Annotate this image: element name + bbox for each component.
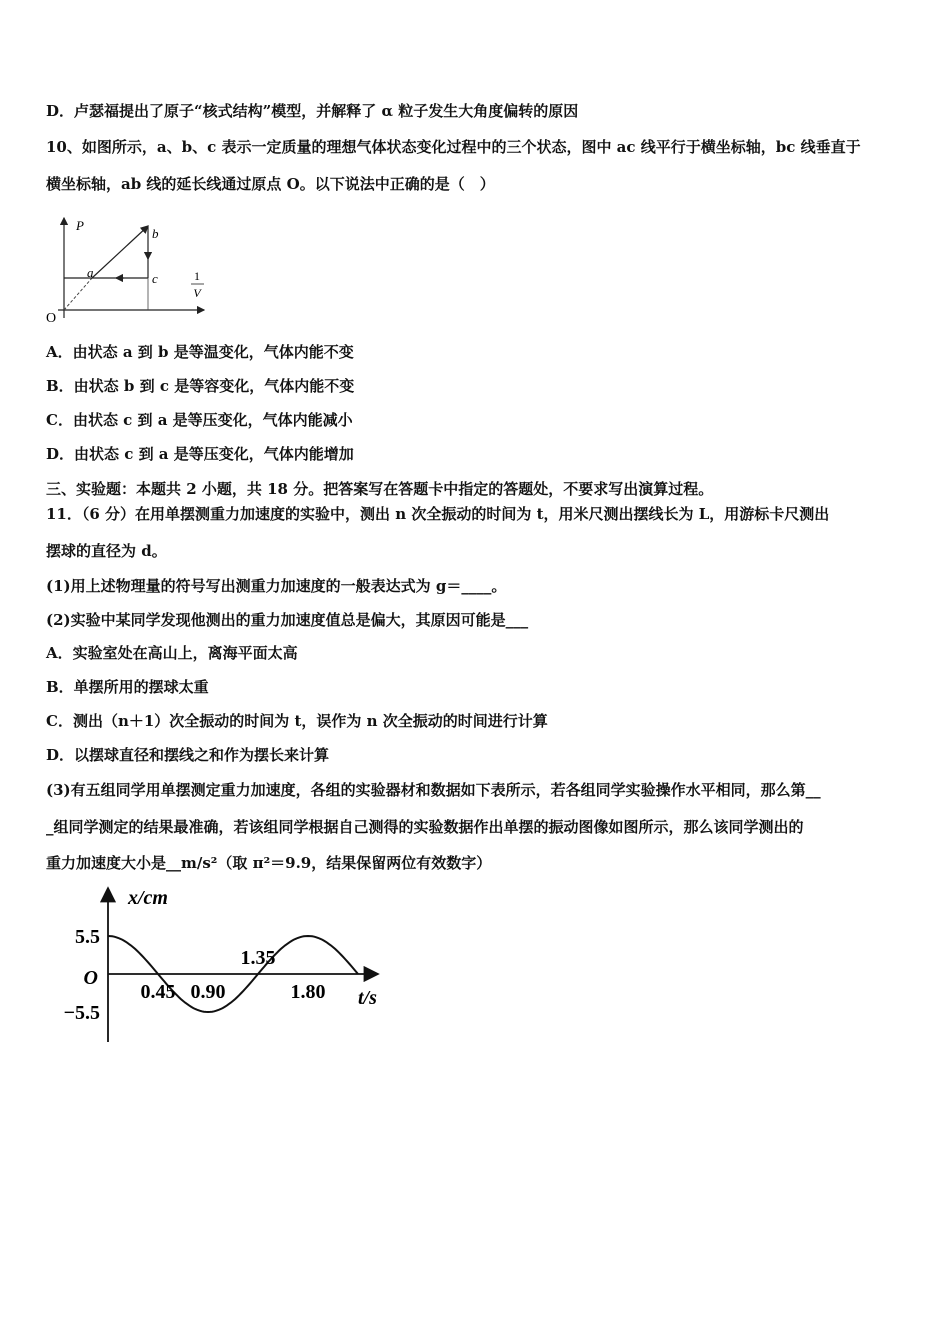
q11-part3-line3: 重力加速度大小是__m/s²（取 π²＝9.9，结果保留两位有效数字） <box>46 854 492 872</box>
q11-part3-line1: (3)有五组同学用单摆测定重力加速度，各组的实验器材和数据如下表所示，若各组同学实验操作水平相同，那么第__ <box>46 781 821 799</box>
q11-part2: (2)实验中某同学发现他测出的重力加速度值总是偏大，其原因可能是___ <box>46 611 529 629</box>
pv-x-label-den: V <box>193 286 201 300</box>
q10-option-b: B．由状态 b 到 c 是等容变化，气体内能不变 <box>46 377 355 395</box>
q9-option-d: D．卢瑟福提出了原子“核式结构”模型，并解释了 α 粒子发生大角度偏转的原因 <box>46 102 579 120</box>
q10-option-c: C．由状态 c 到 a 是等压变化，气体内能减小 <box>46 411 353 429</box>
ab-extension <box>64 278 92 310</box>
pv-x-label-num: 1 <box>194 269 200 283</box>
pv-origin-label: O <box>46 311 57 326</box>
q11-stem-line2: 摆球的直径为 d。 <box>46 542 167 560</box>
pv-label-c: c <box>152 271 158 286</box>
osc-origin-label: O <box>83 967 98 989</box>
q11-option-b: B．单摆所用的摆球太重 <box>46 678 209 696</box>
osc-x-tick-label: 1.80 <box>290 981 326 1003</box>
section3-heading: 三、实验题：本题共 2 小题，共 18 分。把答案写在答题卡中指定的答题处，不要求写出演算过程。 <box>46 480 714 498</box>
osc-x-label: t/s <box>358 987 377 1009</box>
pv-label-b: b <box>152 226 159 241</box>
pv-diagram <box>44 214 214 326</box>
q10-option-a: A．由状态 a 到 b 是等温变化，气体内能不变 <box>46 343 354 361</box>
osc-y-tick-label: 5.5 <box>75 926 100 948</box>
osc-x-tick-label: 0.90 <box>190 981 226 1003</box>
pv-label-a: a <box>87 265 94 280</box>
q11-part1: (1)用上述物理量的符号写出测重力加速度的一般表达式为 g＝____。 <box>46 577 507 595</box>
osc-x-tick-label: 0.45 <box>140 981 176 1003</box>
pv-y-label: P <box>76 218 84 233</box>
q10-stem-line2: 横坐标轴，ab 线的延长线通过原点 O。以下说法中正确的是（ ） <box>46 175 495 193</box>
oscillation-chart <box>40 882 400 1048</box>
process-ab <box>92 226 148 278</box>
q11-part3-line2: _组同学测定的结果最准确，若该组同学根据自己测得的实验数据作出单摆的振动图像如图所示，那么该同学测出的 <box>46 818 804 836</box>
q10-option-d: D．由状态 c 到 a 是等压变化，气体内能增加 <box>46 445 354 463</box>
q11-option-a: A．实验室处在高山上，离海平面太高 <box>46 644 298 662</box>
q11-option-d: D．以摆球直径和摆线之和作为摆长来计算 <box>46 746 330 764</box>
q10-stem-line1: 10、如图所示，a、b、c 表示一定质量的理想气体状态变化过程中的三个状态，图中 ac 线平行于横坐标轴，bc 线垂直于 <box>46 138 861 156</box>
osc-y-label: x/cm <box>128 887 168 909</box>
osc-y-tick-label: −5.5 <box>63 1002 100 1024</box>
osc-x-tick-label: 1.35 <box>240 947 276 969</box>
q11-option-c: C．测出（n＋1）次全振动的时间为 t，误作为 n 次全振动的时间进行计算 <box>46 712 548 730</box>
q11-stem-line1: 11．（6 分）在用单摆测重力加速度的实验中，测出 n 次全振动的时间为 t，用米尺测出摆线长为 L，用游标卡尺测出 <box>46 505 830 523</box>
